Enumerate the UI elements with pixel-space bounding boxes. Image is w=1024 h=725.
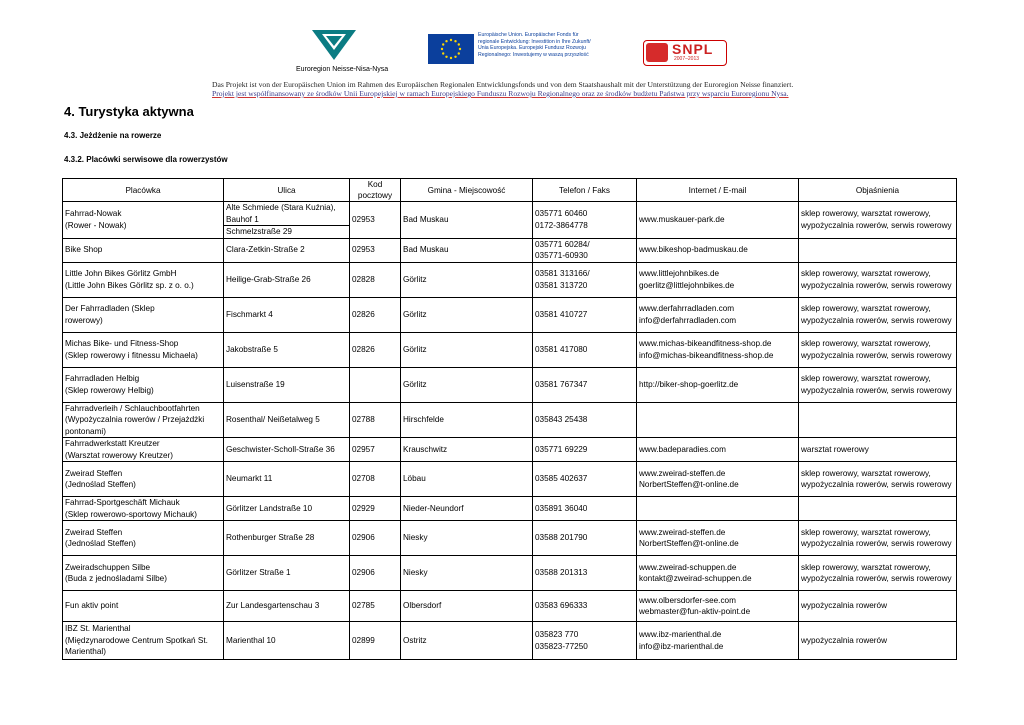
section-title: 4. Turystyka aktywna bbox=[64, 104, 194, 119]
phone-cell bbox=[533, 462, 637, 497]
name-line: Fahrradwerkstatt Kreutzer bbox=[65, 439, 160, 448]
funding-note-de: Das Projekt ist von der Europäischen Union im Rahmen des Europäischen Regionalen Entwicklungsfonds und von dem Staatshaushalt mit der Unterstützung der Euroregion Neisse finanziert. bbox=[212, 80, 794, 89]
eu-star-icon bbox=[445, 40, 447, 42]
web-line: www.olbersdorfer-see.com bbox=[639, 595, 736, 605]
street-cell bbox=[224, 367, 350, 402]
snpl-logo bbox=[643, 40, 727, 66]
eu-star-icon bbox=[450, 57, 452, 59]
notes-line: sklep rowerowy, warsztat rowerowy, bbox=[801, 468, 931, 478]
phone-cell bbox=[533, 238, 637, 262]
notes-line: sklep rowerowy, warsztat rowerowy, bbox=[801, 209, 931, 219]
web-line: www.zweirad-steffen.de bbox=[639, 527, 726, 537]
town-cell: Olbersdorf bbox=[401, 591, 533, 622]
phone-line: 035771-60930 bbox=[535, 251, 588, 260]
column-header: Telefon / Faks bbox=[533, 179, 637, 202]
phone-cell bbox=[533, 297, 637, 332]
table-row bbox=[63, 556, 957, 591]
web-cell bbox=[637, 332, 799, 367]
phone-line: 03581 767347 bbox=[535, 379, 588, 389]
table-row bbox=[63, 438, 957, 462]
name-cell bbox=[63, 402, 224, 438]
eu-star-icon bbox=[441, 48, 443, 50]
name-cell bbox=[63, 202, 224, 239]
name-line: (Międzynarodowe Centrum Spotkań St. bbox=[65, 635, 208, 645]
name-line: Fahrradladen Helbig bbox=[65, 374, 140, 383]
name-line: (Sklep rowerowy i fitnessu Michaela) bbox=[65, 350, 198, 360]
notes-cell bbox=[799, 591, 957, 622]
postal-code-cell: 02788 bbox=[350, 402, 401, 438]
web-line: www.zweirad-steffen.de bbox=[639, 468, 726, 478]
phone-cell bbox=[533, 622, 637, 660]
street-cell bbox=[224, 297, 350, 332]
table-row bbox=[63, 622, 957, 660]
table-row bbox=[63, 332, 957, 367]
street-cell bbox=[224, 262, 350, 297]
notes-line: warsztat rowerowy bbox=[801, 444, 869, 454]
table-row bbox=[63, 521, 957, 556]
euroregion-name: Euroregion Neisse-Nisa-Nysa bbox=[296, 66, 389, 73]
notes-line: wypożyczalnia rowerów, serwis rowerowy bbox=[801, 350, 952, 360]
notes-line: wypożyczalnia rowerów, serwis rowerowy bbox=[801, 220, 952, 230]
column-header: Kod pocztowy bbox=[350, 179, 401, 202]
web-cell bbox=[637, 462, 799, 497]
phone-cell bbox=[533, 262, 637, 297]
column-header: Ulica bbox=[224, 179, 350, 202]
notes-cell bbox=[799, 462, 957, 497]
street-cell bbox=[224, 202, 350, 239]
notes-line: sklep rowerowy, warsztat rowerowy, bbox=[801, 527, 931, 537]
postal-code-cell: 02785 bbox=[350, 591, 401, 622]
web-line: info@derfahrradladen.com bbox=[639, 315, 737, 325]
street-line: Luisenstraße 19 bbox=[226, 379, 285, 389]
street-line: Fischmarkt 4 bbox=[226, 309, 273, 319]
town-cell: Niesky bbox=[401, 556, 533, 591]
eu-star-icon bbox=[459, 48, 461, 50]
eu-star-icon bbox=[442, 52, 444, 54]
postal-code-cell: 02953 bbox=[350, 238, 401, 262]
web-cell bbox=[637, 297, 799, 332]
phone-cell bbox=[533, 556, 637, 591]
name-line: Fahrrad-Nowak bbox=[65, 209, 122, 219]
name-line: Marienthal) bbox=[65, 647, 106, 657]
phone-line: 035771 60460 bbox=[535, 209, 588, 219]
street-cell bbox=[224, 622, 350, 660]
name-line: Fun aktiv point bbox=[65, 601, 119, 611]
notes-line: wypożyczalnia rowerów bbox=[801, 635, 888, 645]
eu-text-line: Unia Europejska. Europejski Fundusz Rozwoju bbox=[478, 45, 586, 52]
table-row bbox=[63, 238, 957, 262]
phone-line: 03581 313166/ bbox=[535, 269, 590, 278]
table-row bbox=[63, 297, 957, 332]
notes-cell bbox=[799, 297, 957, 332]
street-line: Rosenthal/ Neißetalweg 5 bbox=[226, 415, 320, 424]
name-cell bbox=[63, 262, 224, 297]
town-cell: Löbau bbox=[401, 462, 533, 497]
notes-line: wypożyczalnia rowerów, serwis rowerowy bbox=[801, 539, 952, 548]
funding-note-pl: Projekt jest współfinansowany ze środków Unii Europejskiej w ramach Europejskiego Funduszu Rozwoju Regionalnego oraz ze środków budżetu Państwa przy wsparciu Euroregionu Nysa. bbox=[212, 89, 789, 98]
town-cell: Görlitz bbox=[401, 367, 533, 402]
eu-text-line: Regionalnego: Inwestujemy w waszą przyszłość bbox=[478, 51, 589, 58]
name-line: (Sklep rowerowo-sportowy Michauk) bbox=[65, 509, 197, 519]
service-points-table bbox=[62, 178, 957, 660]
street-line: Clara-Zetkin-Straße 2 bbox=[226, 245, 305, 255]
postal-code-cell: 02906 bbox=[350, 521, 401, 556]
name-line: (Jednoślad Steffen) bbox=[65, 480, 136, 489]
notes-line: sklep rowerowy, warsztat rowerowy, bbox=[801, 269, 931, 278]
web-cell bbox=[637, 591, 799, 622]
street-cell bbox=[224, 521, 350, 556]
name-line: Zweirad Steffen bbox=[65, 527, 123, 537]
web-cell bbox=[637, 402, 799, 438]
notes-line: wypożyczalnia rowerów, serwis rowerowy bbox=[801, 280, 952, 290]
town-cell: Görlitz bbox=[401, 332, 533, 367]
web-line: www.michas-bikeandfitness-shop.de bbox=[639, 339, 772, 348]
notes-line: sklep rowerowy, warsztat rowerowy, bbox=[801, 374, 931, 383]
phone-line: 03581 313720 bbox=[535, 280, 588, 290]
web-line: www.zweirad-schuppen.de bbox=[639, 562, 737, 572]
web-cell bbox=[637, 202, 799, 239]
table-row bbox=[63, 262, 957, 297]
street-cell bbox=[224, 497, 350, 521]
name-line: Bike Shop bbox=[65, 245, 103, 255]
name-cell bbox=[63, 462, 224, 497]
name-cell bbox=[63, 297, 224, 332]
name-cell bbox=[63, 438, 224, 462]
notes-cell bbox=[799, 556, 957, 591]
name-line: rowerowy) bbox=[65, 315, 103, 325]
street-line: Görlitzer Straße 1 bbox=[226, 568, 291, 578]
street-cell bbox=[224, 438, 350, 462]
phone-line: 03581 417080 bbox=[535, 344, 588, 354]
notes-line: sklep rowerowy, warsztat rowerowy, bbox=[801, 562, 931, 572]
name-cell bbox=[63, 332, 224, 367]
name-line: Michas Bike- und Fitness-Shop bbox=[65, 339, 179, 348]
web-cell bbox=[637, 521, 799, 556]
phone-cell bbox=[533, 202, 637, 239]
name-cell bbox=[63, 591, 224, 622]
name-line: Fahrrad-Sportgeschäft Michauk bbox=[65, 498, 180, 507]
street-cell bbox=[224, 591, 350, 622]
web-cell bbox=[637, 238, 799, 262]
town-cell: Bad Muskau bbox=[401, 238, 533, 262]
phone-line: 03581 410727 bbox=[535, 309, 588, 319]
name-line: (Warsztat rowerowy Kreutzer) bbox=[65, 450, 173, 460]
street-line: Jakobstraße 5 bbox=[226, 344, 278, 354]
table-row bbox=[63, 402, 957, 438]
notes-cell bbox=[799, 367, 957, 402]
name-cell bbox=[63, 622, 224, 660]
web-line: NorbertSteffen@t-online.de bbox=[639, 539, 739, 548]
column-header: Placówka bbox=[63, 179, 224, 202]
eu-star-icon bbox=[445, 56, 447, 58]
name-line: (Wypożyczalnia rowerów / Przejażdżki bbox=[65, 415, 205, 424]
notes-line: wypożyczalnia rowerów, serwis rowerowy bbox=[801, 315, 952, 325]
phone-line: 035771 60284/ bbox=[535, 239, 590, 249]
name-line: (Jednoślad Steffen) bbox=[65, 539, 136, 548]
notes-cell bbox=[799, 521, 957, 556]
web-line: goerlitz@littlejohnbikes.de bbox=[639, 280, 735, 290]
eu-fund-text bbox=[478, 32, 628, 58]
web-line: www.muskauer-park.de bbox=[639, 215, 725, 224]
street-line: Heilige-Grab-Straße 26 bbox=[226, 274, 311, 284]
phone-line: 035891 36040 bbox=[535, 503, 588, 513]
table-title: 4.3.2. Placówki serwisowe dla rowerzystów bbox=[64, 155, 228, 164]
name-line: IBZ St. Marienthal bbox=[65, 624, 131, 634]
notes-line: wypożyczalnia rowerów, serwis rowerowy bbox=[801, 480, 952, 489]
notes-cell bbox=[799, 622, 957, 660]
postal-code-cell bbox=[350, 367, 401, 402]
phone-cell bbox=[533, 367, 637, 402]
eu-text-line: regionale Entwicklung: Investition in Ihre Zukunft/ bbox=[478, 38, 591, 45]
street-line: Rothenburger Straße 28 bbox=[226, 533, 315, 543]
phone-line: 03588 201313 bbox=[535, 568, 588, 578]
notes-cell bbox=[799, 438, 957, 462]
euroregion-mark-icon bbox=[312, 30, 356, 60]
name-cell bbox=[63, 367, 224, 402]
town-cell: Krauschwitz bbox=[401, 438, 533, 462]
eu-text-line: Europäische Union. Europäischer Fonds für bbox=[478, 32, 579, 38]
table-row bbox=[63, 591, 957, 622]
web-line: www.littlejohnbikes.de bbox=[639, 269, 720, 278]
web-cell bbox=[637, 497, 799, 521]
table-row bbox=[63, 497, 957, 521]
table-row bbox=[63, 202, 957, 239]
phone-line: 035823 770 bbox=[535, 630, 579, 639]
phone-line: 035823-77250 bbox=[535, 641, 588, 651]
town-cell: Hirschfelde bbox=[401, 402, 533, 438]
street-line: Neumarkt 11 bbox=[226, 474, 273, 484]
web-line: http://biker-shop-goerlitz.de bbox=[639, 379, 739, 389]
phone-cell bbox=[533, 497, 637, 521]
postal-code-cell: 02957 bbox=[350, 438, 401, 462]
street-line: Marienthal 10 bbox=[226, 635, 276, 645]
web-line: www.bikeshop-badmuskau.de bbox=[639, 245, 748, 255]
eu-star-icon bbox=[454, 56, 456, 58]
eu-star-icon bbox=[442, 43, 444, 45]
notes-cell bbox=[799, 402, 957, 438]
web-line: info@ibz-marienthal.de bbox=[639, 641, 724, 651]
phone-cell bbox=[533, 332, 637, 367]
notes-cell bbox=[799, 262, 957, 297]
web-cell bbox=[637, 438, 799, 462]
street-sub bbox=[224, 202, 349, 226]
eu-star-icon bbox=[454, 40, 456, 42]
column-header: Gmina - Miejscowość bbox=[401, 179, 533, 202]
postal-code-cell: 02708 bbox=[350, 462, 401, 497]
table-row bbox=[63, 462, 957, 497]
street-sub: Schmelzstraße 29 bbox=[226, 227, 292, 236]
phone-cell bbox=[533, 402, 637, 438]
web-cell bbox=[637, 262, 799, 297]
web-cell bbox=[637, 367, 799, 402]
town-cell: Görlitz bbox=[401, 297, 533, 332]
notes-line: wypożyczalnia rowerów bbox=[801, 601, 888, 611]
street-cell bbox=[224, 556, 350, 591]
notes-line: sklep rowerowy, warsztat rowerowy, bbox=[801, 304, 931, 313]
name-line: pontonami) bbox=[65, 426, 106, 436]
name-line: Zweiradschuppen Silbe bbox=[65, 562, 151, 572]
phone-line: 03583 696333 bbox=[535, 601, 588, 611]
phone-line: 03588 201790 bbox=[535, 533, 588, 543]
name-cell bbox=[63, 238, 224, 262]
street-line: Bauhof 1 bbox=[226, 214, 259, 224]
table-header-row bbox=[63, 179, 957, 202]
web-line: NorbertSteffen@t-online.de bbox=[639, 480, 739, 489]
street-cell bbox=[224, 402, 350, 438]
street-cell bbox=[224, 238, 350, 262]
notes-cell bbox=[799, 202, 957, 239]
town-cell: Görlitz bbox=[401, 262, 533, 297]
web-line: www.derfahrradladen.com bbox=[639, 304, 735, 313]
name-cell bbox=[63, 556, 224, 591]
web-line: webmaster@fun-aktiv-point.de bbox=[639, 607, 751, 616]
postal-code-cell: 02826 bbox=[350, 332, 401, 367]
web-cell bbox=[637, 556, 799, 591]
name-cell bbox=[63, 497, 224, 521]
phone-line: 035771 69229 bbox=[535, 444, 588, 454]
eu-star-icon bbox=[458, 43, 460, 45]
web-line: www.ibz-marienthal.de bbox=[639, 630, 722, 639]
notes-line: sklep rowerowy, warsztat rowerowy, bbox=[801, 339, 931, 348]
snpl-label: SNPL bbox=[672, 41, 714, 57]
name-line: Der Fahrradladen (Sklep bbox=[65, 304, 155, 313]
web-line: info@michas-bikeandfitness-shop.de bbox=[639, 350, 774, 360]
phone-line: 035843 25438 bbox=[535, 415, 588, 424]
town-cell: Niesky bbox=[401, 521, 533, 556]
phone-line: 03585 402637 bbox=[535, 474, 588, 484]
name-line: (Rower - Nowak) bbox=[65, 220, 127, 230]
street-line: Alte Schmiede (Stara Kuźnia), bbox=[226, 203, 336, 212]
phone-cell bbox=[533, 591, 637, 622]
town-cell: Bad Muskau bbox=[401, 202, 533, 239]
postal-code-cell: 02899 bbox=[350, 622, 401, 660]
street-cell bbox=[224, 332, 350, 367]
postal-code-cell: 02953 bbox=[350, 202, 401, 239]
name-line: Zweirad Steffen bbox=[65, 468, 123, 478]
eu-flag-icon bbox=[428, 34, 474, 64]
street-line: Geschwister-Scholl-Straße 36 bbox=[226, 444, 335, 454]
postal-code-cell: 02929 bbox=[350, 497, 401, 521]
web-line: kontakt@zweirad-schuppen.de bbox=[639, 574, 752, 583]
notes-cell bbox=[799, 497, 957, 521]
name-line: Fahrradverleih / Schlauchbootfahrten bbox=[65, 403, 200, 413]
town-cell: Ostritz bbox=[401, 622, 533, 660]
web-cell bbox=[637, 622, 799, 660]
name-line: (Little John Bikes Görlitz sp. z o. o.) bbox=[65, 280, 194, 290]
name-line: (Sklep rowerowy Helbig) bbox=[65, 385, 154, 395]
phone-line: 0172-3864778 bbox=[535, 220, 588, 230]
notes-line: wypożyczalnia rowerów, serwis rowerowy bbox=[801, 385, 952, 395]
postal-code-cell: 02826 bbox=[350, 297, 401, 332]
name-line: Little John Bikes Görlitz GmbH bbox=[65, 269, 177, 278]
table-row bbox=[63, 367, 957, 402]
phone-cell bbox=[533, 438, 637, 462]
town-cell: Nieder-Neundorf bbox=[401, 497, 533, 521]
notes-cell bbox=[799, 332, 957, 367]
subsection-title: 4.3. Jeżdżenie na rowerze bbox=[64, 131, 162, 140]
notes-line: wypożyczalnia rowerów, serwis rowerowy bbox=[801, 574, 952, 583]
eu-star-icon bbox=[450, 39, 452, 41]
postal-code-cell: 02828 bbox=[350, 262, 401, 297]
notes-cell bbox=[799, 238, 957, 262]
funding-note bbox=[212, 80, 832, 98]
column-header: Objaśnienia bbox=[799, 179, 957, 202]
name-line: (Buda z jednośladami Silbe) bbox=[65, 574, 167, 583]
snpl-puzzle-icon bbox=[646, 43, 668, 62]
street-line: Zur Landesgartenschau 3 bbox=[226, 601, 320, 611]
street-line: Görlitzer Landstraße 10 bbox=[226, 503, 313, 513]
name-cell bbox=[63, 521, 224, 556]
street-cell bbox=[224, 462, 350, 497]
phone-cell bbox=[533, 521, 637, 556]
eu-star-icon bbox=[458, 52, 460, 54]
postal-code-cell: 02906 bbox=[350, 556, 401, 591]
web-line: www.badeparadies.com bbox=[639, 444, 726, 454]
column-header: Internet / E-mail bbox=[637, 179, 799, 202]
snpl-years: 2007–2013 bbox=[674, 56, 700, 62]
